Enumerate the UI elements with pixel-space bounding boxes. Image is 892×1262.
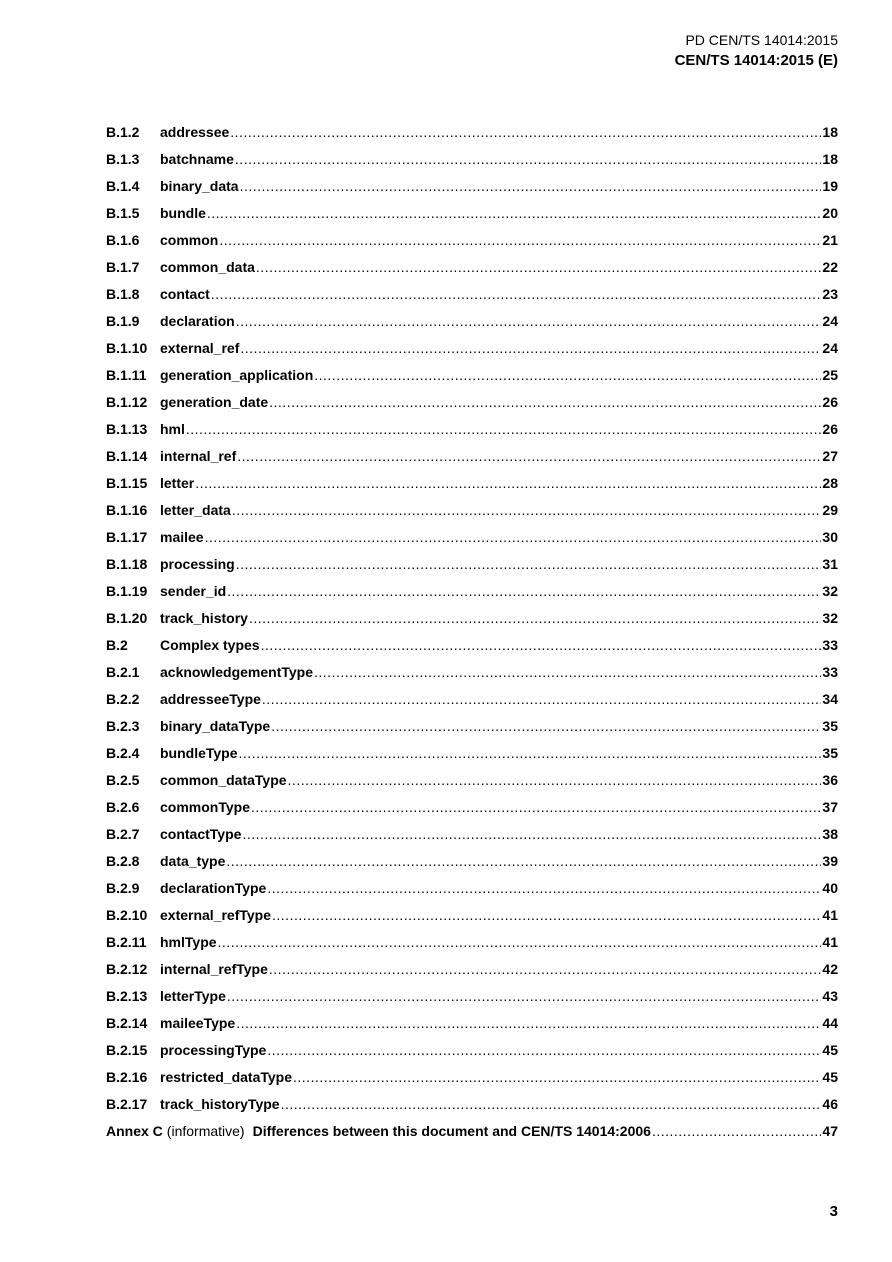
toc-entry-title: generation_date (160, 394, 269, 410)
toc-entry-number: B.2.5 (106, 772, 140, 788)
toc-entry-page: 36 (822, 772, 838, 788)
toc-entry-page: 35 (822, 745, 838, 761)
toc-entry-page: 42 (822, 961, 838, 977)
toc-entry[interactable] (106, 987, 838, 1014)
toc-entry-page: 40 (822, 880, 838, 896)
toc-entry[interactable] (106, 366, 838, 393)
page-header-line1: PD CEN/TS 14014:2015 (685, 32, 838, 48)
toc-entry-title: addresseeType (160, 691, 261, 707)
toc-entry-number: B.2.15 (106, 1042, 148, 1058)
toc-entry-number: B.1.10 (106, 340, 148, 356)
toc-entry[interactable] (106, 231, 838, 258)
toc-entry-page: 46 (822, 1096, 838, 1112)
toc-entry[interactable] (106, 393, 838, 420)
toc-leader-dots (211, 285, 822, 303)
toc-entry-number: B.2.11 (106, 934, 147, 950)
toc-entry[interactable] (106, 555, 838, 582)
toc-leader-dots (256, 258, 822, 276)
toc-entry[interactable] (106, 906, 838, 933)
toc-entry-title: restricted_dataType (160, 1069, 293, 1085)
toc-entry-page: 24 (822, 340, 838, 356)
toc-entry-number: B.2.12 (106, 961, 148, 977)
toc-leader-dots (218, 933, 822, 951)
toc-entry-page: 22 (822, 259, 838, 275)
toc-leader-dots (314, 366, 821, 384)
toc-entry[interactable] (106, 798, 838, 825)
toc-entry-title: declarationType (160, 880, 267, 896)
toc-entry-title: bundle (160, 205, 206, 221)
toc-entry-number: B.2.9 (106, 880, 140, 896)
toc-entry-page: 18 (822, 124, 838, 140)
toc-entry[interactable] (106, 771, 838, 798)
toc-entry-page: 32 (822, 610, 838, 626)
toc-leader-dots (240, 339, 821, 357)
toc-entry[interactable] (106, 285, 838, 312)
toc-entry-page: 26 (822, 394, 838, 410)
toc-entry[interactable] (106, 717, 838, 744)
toc-leader-dots (237, 447, 821, 465)
toc-entry-number: B.2.4 (106, 745, 140, 761)
toc-entry-title: maileeType (160, 1015, 236, 1031)
toc-leader-dots (205, 528, 822, 546)
toc-entry-number: B.2.14 (106, 1015, 148, 1031)
toc-entry-number: B.1.7 (106, 259, 140, 275)
toc-leader-dots (267, 1041, 821, 1059)
toc-entry[interactable] (106, 879, 838, 906)
annex-informative-note: (informative) (166, 1123, 245, 1139)
toc-entry-page: 39 (822, 853, 838, 869)
toc-entry-title: common (160, 232, 219, 248)
toc-entry[interactable] (106, 447, 838, 474)
toc-entry-title: declaration (160, 313, 235, 329)
toc-entry[interactable] (106, 501, 838, 528)
toc-entry-number: B.2.10 (106, 907, 148, 923)
toc-entry-title: binary_dataType (160, 718, 271, 734)
toc-entry-number: B.1.19 (106, 583, 148, 599)
toc-entry[interactable] (106, 1068, 838, 1095)
toc-leader-dots (261, 636, 822, 654)
toc-leader-dots (652, 1122, 821, 1140)
toc-entry-number: B.1.5 (106, 205, 140, 221)
toc-entry-number: B.1.4 (106, 178, 140, 194)
toc-entry[interactable] (106, 1014, 838, 1041)
annex-title: Differences between this document and CEN/TS 14014:2006 (252, 1123, 651, 1139)
toc-entry-number: B.2.16 (106, 1069, 148, 1085)
toc-entry[interactable] (106, 177, 838, 204)
toc-entry[interactable] (106, 150, 838, 177)
toc-entry-title: processingType (160, 1042, 267, 1058)
toc-entry-page: 44 (822, 1015, 838, 1031)
toc-entry-title: batchname (160, 151, 234, 167)
toc-leader-dots (251, 798, 821, 816)
toc-leader-dots (269, 393, 821, 411)
toc-entry-number: B.1.15 (106, 475, 148, 491)
toc-entry-page: 41 (822, 934, 838, 950)
toc-entry-page: 27 (822, 448, 838, 464)
toc-entry-title: common_data (160, 259, 255, 275)
toc-entry[interactable] (106, 1041, 838, 1068)
toc-entry-number: B.2.1 (106, 664, 140, 680)
toc-leader-dots (227, 582, 821, 600)
toc-entry-page: 30 (822, 529, 838, 545)
toc-entry-number: B.2.7 (106, 826, 140, 842)
toc-entry[interactable] (106, 663, 838, 690)
toc-leader-dots (239, 744, 822, 762)
toc-entry[interactable] (106, 852, 838, 879)
toc-entry-page: 41 (822, 907, 838, 923)
toc-entry-title: hml (160, 421, 185, 437)
toc-entry-title: track_historyType (160, 1096, 280, 1112)
toc-entry-page: 25 (822, 367, 838, 383)
toc-entry[interactable] (106, 636, 838, 663)
toc-entry-title: bundleType (160, 745, 238, 761)
toc-entry-title: mailee (160, 529, 204, 545)
toc-entry-title: sender_id (160, 583, 227, 599)
toc-entry[interactable] (106, 744, 838, 771)
toc-leader-dots (230, 123, 821, 141)
toc-leader-dots (226, 852, 821, 870)
toc-entry-page: 45 (822, 1042, 838, 1058)
toc-leader-dots (240, 177, 822, 195)
toc-leader-dots (271, 717, 821, 735)
toc-entry-title: data_type (160, 853, 226, 869)
toc-entry-page: 43 (822, 988, 838, 1004)
toc-entry-page: 26 (822, 421, 838, 437)
toc-entry-page: 21 (822, 232, 838, 248)
toc-entry-page: 18 (822, 151, 838, 167)
toc-entry-number: B.1.9 (106, 313, 140, 329)
toc-entry[interactable] (106, 690, 838, 717)
toc-entry-title: internal_refType (160, 961, 268, 977)
toc-entry-number: B.1.8 (106, 286, 140, 302)
toc-leader-dots (207, 204, 822, 222)
toc-entry-number: B.2.6 (106, 799, 140, 815)
toc-entry-page: 20 (822, 205, 838, 221)
toc-leader-dots (272, 906, 821, 924)
toc-leader-dots (288, 771, 822, 789)
toc-leader-dots (235, 150, 822, 168)
toc-entry-number: B.1.11 (106, 367, 147, 383)
toc-entry-page: 38 (822, 826, 838, 842)
annex-page: 47 (822, 1123, 838, 1139)
toc-entry-title: processing (160, 556, 235, 572)
toc-entry-number: B.1.12 (106, 394, 148, 410)
toc-entry[interactable] (106, 609, 838, 636)
toc-entry-title: track_history (160, 610, 248, 626)
toc-entry-title: external_refType (160, 907, 272, 923)
toc-entry-title: Complex types (160, 637, 260, 653)
toc-entry-number: B.1.18 (106, 556, 148, 572)
toc-entry-title: contactType (160, 826, 242, 842)
toc-leader-dots (186, 420, 822, 438)
page-header-line2: CEN/TS 14014:2015 (E) (674, 52, 838, 69)
toc-entry-number: B.2.3 (106, 718, 140, 734)
toc-entry[interactable] (106, 258, 838, 285)
toc-entry-number: B.2 (106, 637, 128, 653)
toc-leader-dots (281, 1095, 822, 1113)
toc-leader-dots (293, 1068, 821, 1086)
toc-entry-page: 23 (822, 286, 838, 302)
toc-entry-page: 37 (822, 799, 838, 815)
toc-entry-title: acknowledgementType (160, 664, 314, 680)
toc-leader-dots (249, 609, 821, 627)
toc-leader-dots (236, 555, 822, 573)
toc-entry[interactable] (106, 123, 838, 150)
toc-leader-dots (236, 1014, 821, 1032)
toc-entry-page: 29 (822, 502, 838, 518)
toc-leader-dots (219, 231, 821, 249)
toc-annex-entry[interactable] (106, 1122, 838, 1149)
toc-entry-title: letter (160, 475, 195, 491)
toc-entry-title: commonType (160, 799, 250, 815)
toc-entry-title: binary_data (160, 178, 239, 194)
toc-entry[interactable] (106, 1095, 838, 1122)
toc-leader-dots (242, 825, 821, 843)
toc-entry-page: 32 (822, 583, 838, 599)
toc-entry-page: 28 (822, 475, 838, 491)
toc-entry-number: B.1.20 (106, 610, 148, 626)
toc-entry[interactable] (106, 339, 838, 366)
toc-entry-page: 35 (822, 718, 838, 734)
toc-entry-title: addressee (160, 124, 230, 140)
toc-entry-page: 19 (822, 178, 838, 194)
toc-entry[interactable] (106, 825, 838, 852)
toc-leader-dots (262, 690, 822, 708)
toc-entry-number: B.1.2 (106, 124, 140, 140)
toc-entry-title: letterType (160, 988, 226, 1004)
toc-entry-page: 33 (822, 637, 838, 653)
toc-entry[interactable] (106, 528, 838, 555)
toc-leader-dots (227, 987, 822, 1005)
toc-entry[interactable] (106, 474, 838, 501)
toc-entry-page: 34 (822, 691, 838, 707)
toc-entry[interactable] (106, 582, 838, 609)
toc-entry-page: 45 (822, 1069, 838, 1085)
toc-leader-dots (195, 474, 821, 492)
toc-entry-number: B.1.3 (106, 151, 140, 167)
toc-entry-number: B.2.13 (106, 988, 148, 1004)
toc-entry-number: B.1.17 (106, 529, 148, 545)
toc-entry[interactable] (106, 204, 838, 231)
toc-entry-page: 31 (822, 556, 838, 572)
toc-entry-number: B.1.16 (106, 502, 148, 518)
toc-entry[interactable] (106, 960, 838, 987)
toc-entry-title: internal_ref (160, 448, 237, 464)
toc-entry[interactable] (106, 420, 838, 447)
toc-entry-number: B.2.2 (106, 691, 140, 707)
toc-entry-page: 33 (822, 664, 838, 680)
toc-entry-number: B.2.17 (106, 1096, 148, 1112)
toc-entry-title: hmlType (160, 934, 217, 950)
toc-entry[interactable] (106, 933, 838, 960)
toc-entry-title: letter_data (160, 502, 231, 518)
toc-leader-dots (314, 663, 821, 681)
toc-entry-page: 24 (822, 313, 838, 329)
toc-entry-number: B.1.6 (106, 232, 140, 248)
toc-leader-dots (267, 879, 821, 897)
toc-entry-title: generation_application (160, 367, 314, 383)
page-number: 3 (829, 1203, 838, 1220)
toc-entry-title: contact (160, 286, 210, 302)
table-of-contents (106, 123, 838, 1149)
toc-leader-dots (232, 501, 822, 519)
toc-entry-number: B.1.14 (106, 448, 148, 464)
toc-entry[interactable] (106, 312, 838, 339)
toc-entry-number: B.2.8 (106, 853, 140, 869)
toc-entry-number: B.1.13 (106, 421, 148, 437)
toc-leader-dots (236, 312, 822, 330)
toc-entry-title: external_ref (160, 340, 240, 356)
toc-entry-title: common_dataType (160, 772, 287, 788)
annex-label: Annex C (106, 1123, 163, 1139)
toc-leader-dots (269, 960, 822, 978)
